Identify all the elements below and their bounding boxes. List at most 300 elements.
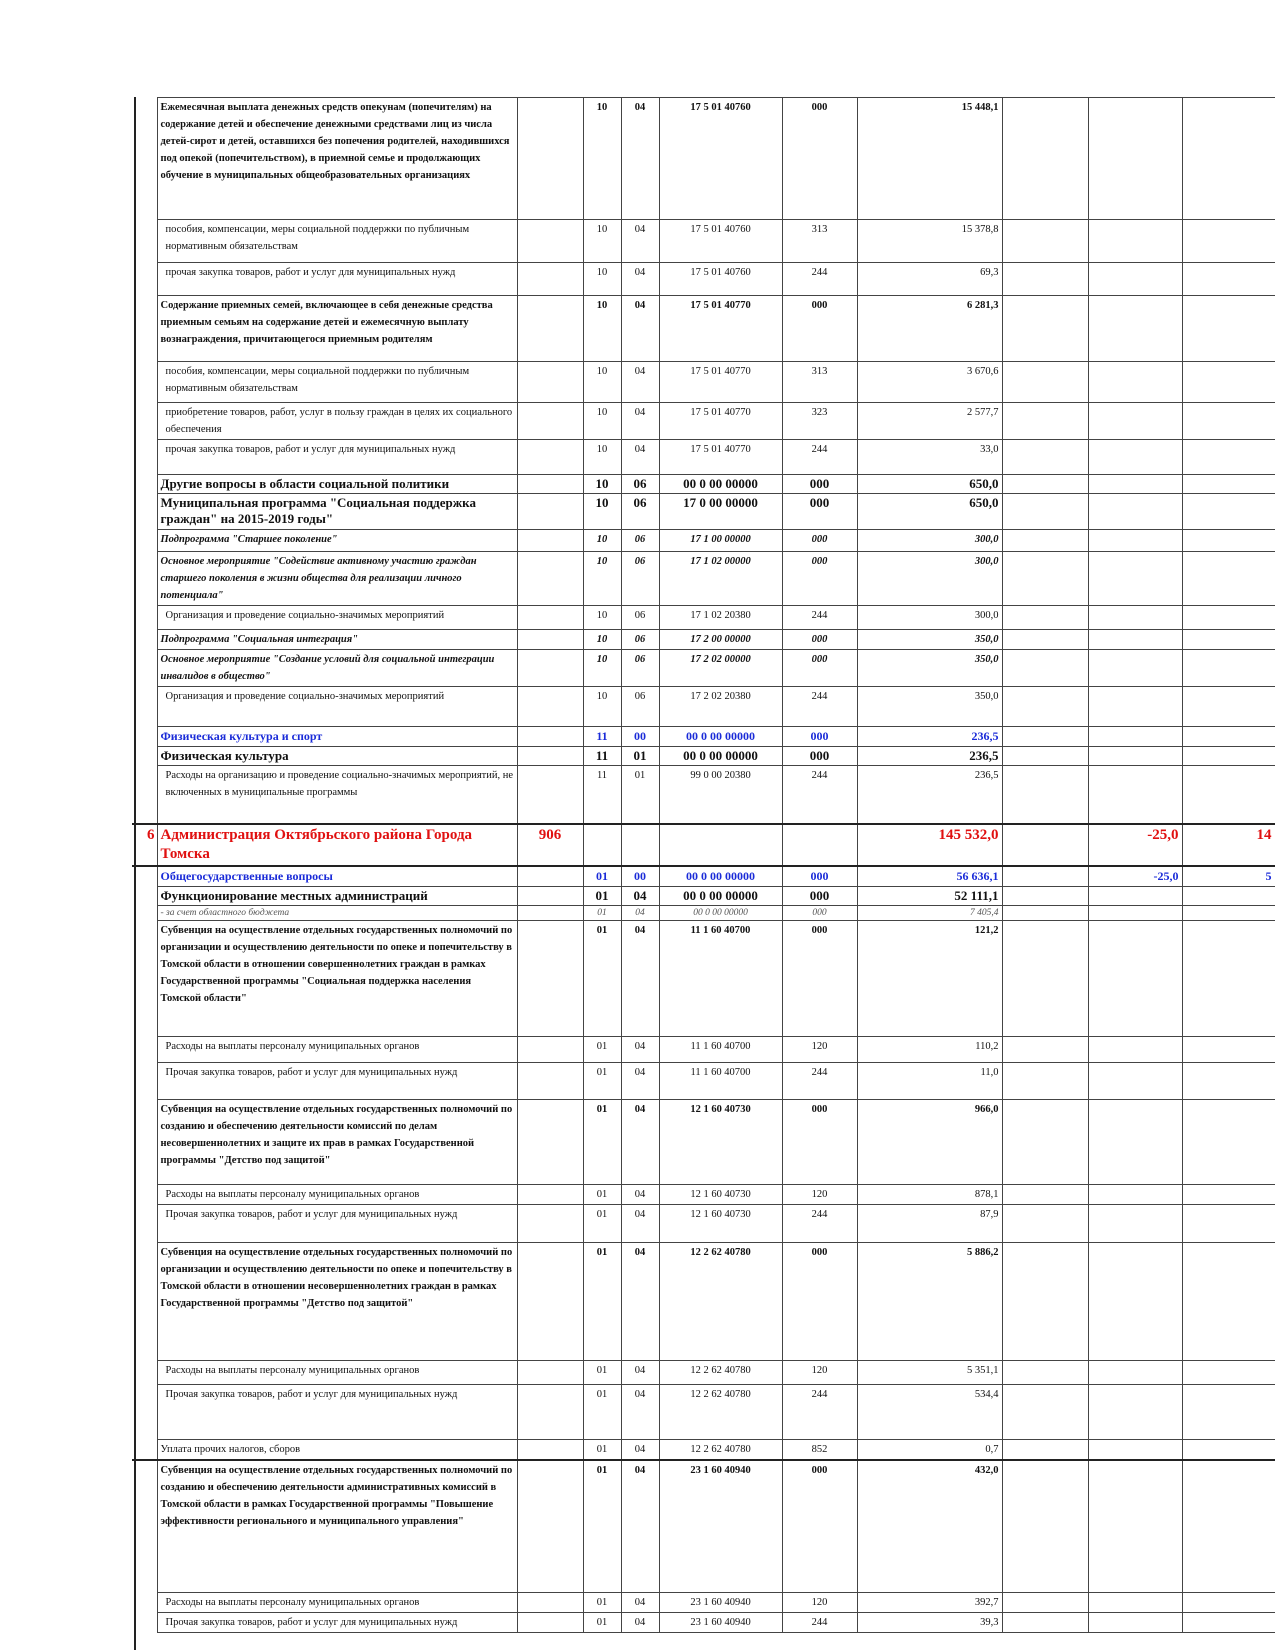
- section-code: 11: [583, 727, 621, 747]
- admin-code: [517, 403, 583, 440]
- section-code: 11: [583, 747, 621, 766]
- total-amount: [1182, 1204, 1275, 1242]
- section-code: 10: [583, 296, 621, 362]
- row-number: [132, 727, 157, 747]
- change-amount: [1088, 263, 1182, 296]
- total-amount: [1182, 905, 1275, 920]
- change-amount: [1088, 1613, 1182, 1633]
- subsection-code: 06: [621, 630, 659, 650]
- subsection-code: 04: [621, 1036, 659, 1062]
- section-code: 11: [583, 766, 621, 824]
- section-code: 01: [583, 1360, 621, 1384]
- target-article: 12 1 60 40730: [659, 1099, 782, 1184]
- table-row: [132, 920, 1275, 1036]
- row-name: Расходы на выплаты персоналу муниципальных органов: [157, 1593, 517, 1613]
- expense-kind: 323: [782, 403, 857, 440]
- total-amount: [1182, 1613, 1275, 1633]
- table-row: [132, 606, 1275, 630]
- total-amount: [1182, 1036, 1275, 1062]
- amount: 236,5: [857, 747, 1002, 766]
- row-name: Организация и проведение социально-значимых мероприятий: [157, 687, 517, 727]
- total-amount: [1182, 362, 1275, 403]
- target-article: 17 5 01 40760: [659, 263, 782, 296]
- total-amount: [1182, 1184, 1275, 1204]
- row-number: [132, 1613, 157, 1633]
- row-number: [132, 1460, 157, 1593]
- admin-code: [517, 1242, 583, 1360]
- admin-code: [517, 650, 583, 687]
- amount: 87,9: [857, 1204, 1002, 1242]
- admin-code: [517, 1613, 583, 1633]
- row-number: [132, 1184, 157, 1204]
- table-row: [132, 1439, 1275, 1460]
- admin-code: [517, 1184, 583, 1204]
- row-number: 6: [132, 824, 157, 866]
- change-amount: [1088, 920, 1182, 1036]
- change-amount: [1088, 440, 1182, 475]
- section-code: 01: [583, 1184, 621, 1204]
- change-amount: [1088, 905, 1182, 920]
- table-row: [132, 1360, 1275, 1384]
- row-number: [132, 1384, 157, 1439]
- expense-kind: 000: [782, 747, 857, 766]
- table-row: [132, 362, 1275, 403]
- change-amount: [1088, 1384, 1182, 1439]
- expense-kind: 000: [782, 530, 857, 552]
- expense-kind: 244: [782, 1204, 857, 1242]
- section-code: 10: [583, 440, 621, 475]
- admin-code: 906: [517, 824, 583, 866]
- table-row: [132, 1242, 1275, 1360]
- target-article: 12 2 62 40780: [659, 1242, 782, 1360]
- empty-col: [1002, 1384, 1088, 1439]
- subsection-code: 06: [621, 552, 659, 606]
- change-amount: [1088, 650, 1182, 687]
- section-code: 10: [583, 650, 621, 687]
- total-amount: [1182, 747, 1275, 766]
- target-article: 23 1 60 40940: [659, 1460, 782, 1593]
- row-name: Уплата прочих налогов, сборов: [157, 1439, 517, 1460]
- subsection-code: 04: [621, 263, 659, 296]
- subsection-code: 04: [621, 1593, 659, 1613]
- table-row: [132, 866, 1275, 887]
- total-amount: [1182, 494, 1275, 530]
- table-row: [132, 1384, 1275, 1439]
- table-row: [132, 1593, 1275, 1613]
- amount: 39,3: [857, 1613, 1002, 1633]
- table-row: [132, 650, 1275, 687]
- empty-col: [1002, 1593, 1088, 1613]
- change-amount: [1088, 747, 1182, 766]
- section-code: 10: [583, 630, 621, 650]
- table-row: [132, 1184, 1275, 1204]
- subsection-code: 06: [621, 494, 659, 530]
- empty-col: [1002, 650, 1088, 687]
- total-amount: [1182, 475, 1275, 494]
- row-name: Подпрограмма "Социальная интеграция": [157, 630, 517, 650]
- amount: 11,0: [857, 1062, 1002, 1099]
- table-row: [132, 886, 1275, 905]
- empty-col: [1002, 1184, 1088, 1204]
- section-code: 01: [583, 1384, 621, 1439]
- row-name: пособия, компенсации, меры социальной поддержки по публичным нормативным обязательствам: [157, 362, 517, 403]
- target-article: 17 5 01 40770: [659, 440, 782, 475]
- target-article: 23 1 60 40940: [659, 1613, 782, 1633]
- section-code: 10: [583, 475, 621, 494]
- admin-code: [517, 1360, 583, 1384]
- target-article: 17 5 01 40770: [659, 403, 782, 440]
- target-article: 12 1 60 40730: [659, 1204, 782, 1242]
- row-name: Организация и проведение социально-значимых мероприятий: [157, 606, 517, 630]
- section-code: 10: [583, 687, 621, 727]
- section-code: 10: [583, 606, 621, 630]
- table-row: [132, 1036, 1275, 1062]
- section-code: 01: [583, 1460, 621, 1593]
- empty-col: [1002, 1360, 1088, 1384]
- empty-col: [1002, 475, 1088, 494]
- expense-kind: 244: [782, 1384, 857, 1439]
- section-code: 10: [583, 362, 621, 403]
- total-amount: 5: [1182, 866, 1275, 887]
- row-number: [132, 552, 157, 606]
- amount: 300,0: [857, 552, 1002, 606]
- table-row: [132, 1099, 1275, 1184]
- table-row: [132, 824, 1275, 866]
- change-amount: [1088, 1184, 1182, 1204]
- amount: 300,0: [857, 530, 1002, 552]
- expense-kind: 313: [782, 362, 857, 403]
- row-number: [132, 475, 157, 494]
- empty-col: [1002, 263, 1088, 296]
- total-amount: [1182, 1593, 1275, 1613]
- amount: 2 577,7: [857, 403, 1002, 440]
- total-amount: [1182, 1360, 1275, 1384]
- target-article: 17 1 02 00000: [659, 552, 782, 606]
- table-row: [132, 475, 1275, 494]
- empty-col: [1002, 1242, 1088, 1360]
- row-name: Муниципальная программа "Социальная поддержка граждан" на 2015-2019 годы": [157, 494, 517, 530]
- change-amount: [1088, 1242, 1182, 1360]
- subsection-code: 04: [621, 1460, 659, 1593]
- section-code: 01: [583, 866, 621, 887]
- admin-code: [517, 98, 583, 220]
- amount: 236,5: [857, 766, 1002, 824]
- row-number: [132, 920, 157, 1036]
- expense-kind: 000: [782, 886, 857, 905]
- admin-code: [517, 747, 583, 766]
- admin-code: [517, 263, 583, 296]
- section-code: 01: [583, 1613, 621, 1633]
- row-number: [132, 362, 157, 403]
- admin-code: [517, 1099, 583, 1184]
- row-number: [132, 263, 157, 296]
- target-article: 12 2 62 40780: [659, 1384, 782, 1439]
- target-article: 12 2 62 40780: [659, 1360, 782, 1384]
- subsection-code: 04: [621, 1613, 659, 1633]
- total-amount: [1182, 1099, 1275, 1184]
- row-number: [132, 1242, 157, 1360]
- budget-table: [132, 97, 1275, 1633]
- amount: 52 111,1: [857, 886, 1002, 905]
- change-amount: [1088, 727, 1182, 747]
- change-amount: [1088, 475, 1182, 494]
- row-number: [132, 1036, 157, 1062]
- subsection-code: 04: [621, 920, 659, 1036]
- expense-kind: 000: [782, 98, 857, 220]
- empty-col: [1002, 727, 1088, 747]
- table-row: [132, 98, 1275, 220]
- amount: 0,7: [857, 1439, 1002, 1460]
- amount: 3 670,6: [857, 362, 1002, 403]
- expense-kind: 120: [782, 1184, 857, 1204]
- table-row: [132, 1204, 1275, 1242]
- subsection-code: 04: [621, 886, 659, 905]
- row-number: [132, 630, 157, 650]
- section-code: 01: [583, 1439, 621, 1460]
- total-amount: [1182, 530, 1275, 552]
- amount: 350,0: [857, 687, 1002, 727]
- expense-kind: 000: [782, 650, 857, 687]
- section-code: 10: [583, 552, 621, 606]
- amount: 56 636,1: [857, 866, 1002, 887]
- change-amount: [1088, 494, 1182, 530]
- change-amount: [1088, 403, 1182, 440]
- target-article: 17 1 02 20380: [659, 606, 782, 630]
- section-code: 10: [583, 220, 621, 263]
- total-amount: [1182, 1439, 1275, 1460]
- row-name: Расходы на выплаты персоналу муниципальных органов: [157, 1036, 517, 1062]
- row-number: [132, 98, 157, 220]
- empty-col: [1002, 220, 1088, 263]
- change-amount: -25,0: [1088, 824, 1182, 866]
- total-amount: [1182, 886, 1275, 905]
- section-code: 10: [583, 98, 621, 220]
- expense-kind: 244: [782, 687, 857, 727]
- target-article: 11 1 60 40700: [659, 920, 782, 1036]
- empty-col: [1002, 1062, 1088, 1099]
- target-article: 99 0 00 20380: [659, 766, 782, 824]
- admin-code: [517, 687, 583, 727]
- admin-code: [517, 362, 583, 403]
- row-name: Субвенция на осуществление отдельных государственных полномочий по созданию и обеспечению деятельности административных комиссий в Томской области в рамках Государственной программы "Повышение эффективности регионального и муниципального управления": [157, 1460, 517, 1593]
- subsection-code: 06: [621, 530, 659, 552]
- total-amount: [1182, 1384, 1275, 1439]
- amount: 236,5: [857, 727, 1002, 747]
- change-amount: [1088, 1593, 1182, 1613]
- empty-col: [1002, 824, 1088, 866]
- section-code: 01: [583, 1036, 621, 1062]
- expense-kind: 313: [782, 220, 857, 263]
- amount: 6 281,3: [857, 296, 1002, 362]
- empty-col: [1002, 886, 1088, 905]
- section-code: 01: [583, 1204, 621, 1242]
- section-code: 10: [583, 263, 621, 296]
- change-amount: [1088, 606, 1182, 630]
- expense-kind: 120: [782, 1593, 857, 1613]
- target-article: 17 5 01 40770: [659, 296, 782, 362]
- section-code: 01: [583, 886, 621, 905]
- row-number: [132, 1062, 157, 1099]
- amount: 878,1: [857, 1184, 1002, 1204]
- row-number: [132, 650, 157, 687]
- row-name: Физическая культура: [157, 747, 517, 766]
- target-article: [659, 824, 782, 866]
- change-amount: [1088, 552, 1182, 606]
- admin-code: [517, 494, 583, 530]
- row-name: Администрация Октябрьского района Города Томска: [157, 824, 517, 866]
- target-article: 17 2 02 00000: [659, 650, 782, 687]
- total-amount: [1182, 727, 1275, 747]
- empty-col: [1002, 905, 1088, 920]
- table-row: [132, 494, 1275, 530]
- change-amount: [1088, 1360, 1182, 1384]
- subsection-code: 04: [621, 1360, 659, 1384]
- expense-kind: 000: [782, 920, 857, 1036]
- admin-code: [517, 766, 583, 824]
- subsection-code: 01: [621, 747, 659, 766]
- row-number: [132, 403, 157, 440]
- empty-col: [1002, 1439, 1088, 1460]
- admin-code: [517, 905, 583, 920]
- expense-kind: 000: [782, 1099, 857, 1184]
- amount: 350,0: [857, 650, 1002, 687]
- subsection-code: 00: [621, 727, 659, 747]
- amount: 15 448,1: [857, 98, 1002, 220]
- table-row: [132, 403, 1275, 440]
- expense-kind: 244: [782, 606, 857, 630]
- total-amount: [1182, 440, 1275, 475]
- target-article: 17 2 02 20380: [659, 687, 782, 727]
- amount: 145 532,0: [857, 824, 1002, 866]
- expense-kind: [782, 824, 857, 866]
- expense-kind: 244: [782, 263, 857, 296]
- empty-col: [1002, 747, 1088, 766]
- row-name: Расходы на организацию и проведение социально-значимых мероприятий, не включенных в муниципальные программы: [157, 766, 517, 824]
- target-article: 17 5 01 40760: [659, 98, 782, 220]
- table-row: [132, 1613, 1275, 1633]
- total-amount: [1182, 630, 1275, 650]
- row-number: [132, 494, 157, 530]
- row-number: [132, 296, 157, 362]
- row-number: [132, 766, 157, 824]
- total-amount: [1182, 606, 1275, 630]
- amount: 534,4: [857, 1384, 1002, 1439]
- amount: 7 405,4: [857, 905, 1002, 920]
- change-amount: [1088, 630, 1182, 650]
- total-amount: [1182, 766, 1275, 824]
- total-amount: [1182, 263, 1275, 296]
- subsection-code: 04: [621, 1099, 659, 1184]
- target-article: 11 1 60 40700: [659, 1062, 782, 1099]
- row-number: [132, 606, 157, 630]
- change-amount: [1088, 530, 1182, 552]
- empty-col: [1002, 606, 1088, 630]
- expense-kind: 852: [782, 1439, 857, 1460]
- change-amount: [1088, 296, 1182, 362]
- row-name: Субвенция на осуществление отдельных государственных полномочий по организации и осуществлению деятельности по опеке и попечительству в Томской области в отношении несовершеннолетних граждан в рамках Государственной программы "Детство под защитой": [157, 1242, 517, 1360]
- row-number: [132, 220, 157, 263]
- row-name: Физическая культура и спорт: [157, 727, 517, 747]
- change-amount: [1088, 766, 1182, 824]
- empty-col: [1002, 440, 1088, 475]
- amount: 300,0: [857, 606, 1002, 630]
- admin-code: [517, 530, 583, 552]
- total-amount: [1182, 1242, 1275, 1360]
- subsection-code: 00: [621, 866, 659, 887]
- subsection-code: 04: [621, 1204, 659, 1242]
- target-article: 12 2 62 40780: [659, 1439, 782, 1460]
- table-row: [132, 263, 1275, 296]
- admin-code: [517, 475, 583, 494]
- admin-code: [517, 727, 583, 747]
- amount: 650,0: [857, 494, 1002, 530]
- expense-kind: 000: [782, 475, 857, 494]
- subsection-code: 04: [621, 1062, 659, 1099]
- empty-col: [1002, 1036, 1088, 1062]
- subsection-code: 06: [621, 475, 659, 494]
- admin-code: [517, 1204, 583, 1242]
- empty-col: [1002, 552, 1088, 606]
- amount: 69,3: [857, 263, 1002, 296]
- table-row: [132, 296, 1275, 362]
- table-row: [132, 727, 1275, 747]
- empty-col: [1002, 403, 1088, 440]
- change-amount: [1088, 886, 1182, 905]
- target-article: 00 0 00 00000: [659, 727, 782, 747]
- section-code: 01: [583, 905, 621, 920]
- admin-code: [517, 886, 583, 905]
- empty-col: [1002, 920, 1088, 1036]
- admin-code: [517, 1593, 583, 1613]
- expense-kind: 000: [782, 630, 857, 650]
- row-number: [132, 1204, 157, 1242]
- row-name: пособия, компенсации, меры социальной поддержки по публичным нормативным обязательствам: [157, 220, 517, 263]
- row-name: Прочая закупка товаров, работ и услуг для муниципальных нужд: [157, 1613, 517, 1633]
- admin-code: [517, 630, 583, 650]
- table-row: [132, 440, 1275, 475]
- row-number: [132, 687, 157, 727]
- change-amount: [1088, 220, 1182, 263]
- subsection-code: 04: [621, 362, 659, 403]
- expense-kind: 244: [782, 440, 857, 475]
- section-code: 01: [583, 920, 621, 1036]
- table-row: [132, 220, 1275, 263]
- change-amount: [1088, 1439, 1182, 1460]
- row-name: Прочая закупка товаров, работ и услуг для муниципальных нужд: [157, 1062, 517, 1099]
- row-name: Общегосударственные вопросы: [157, 866, 517, 887]
- subsection-code: 04: [621, 403, 659, 440]
- subsection-code: 04: [621, 296, 659, 362]
- target-article: 00 0 00 00000: [659, 886, 782, 905]
- target-article: 17 0 00 00000: [659, 494, 782, 530]
- subsection-code: 04: [621, 1184, 659, 1204]
- row-name: Основное мероприятие "Содействие активному участию граждан старшего поколения в жизни общества для реализации личного потенциала": [157, 552, 517, 606]
- empty-col: [1002, 362, 1088, 403]
- total-amount: [1182, 920, 1275, 1036]
- empty-col: [1002, 1099, 1088, 1184]
- total-amount: [1182, 1062, 1275, 1099]
- empty-col: [1002, 1460, 1088, 1593]
- target-article: 00 0 00 00000: [659, 747, 782, 766]
- amount: 33,0: [857, 440, 1002, 475]
- empty-col: [1002, 866, 1088, 887]
- total-amount: [1182, 98, 1275, 220]
- row-name: Подпрограмма "Старшее поколение": [157, 530, 517, 552]
- section-code: 10: [583, 403, 621, 440]
- expense-kind: 244: [782, 1062, 857, 1099]
- section-code: 01: [583, 1099, 621, 1184]
- empty-col: [1002, 630, 1088, 650]
